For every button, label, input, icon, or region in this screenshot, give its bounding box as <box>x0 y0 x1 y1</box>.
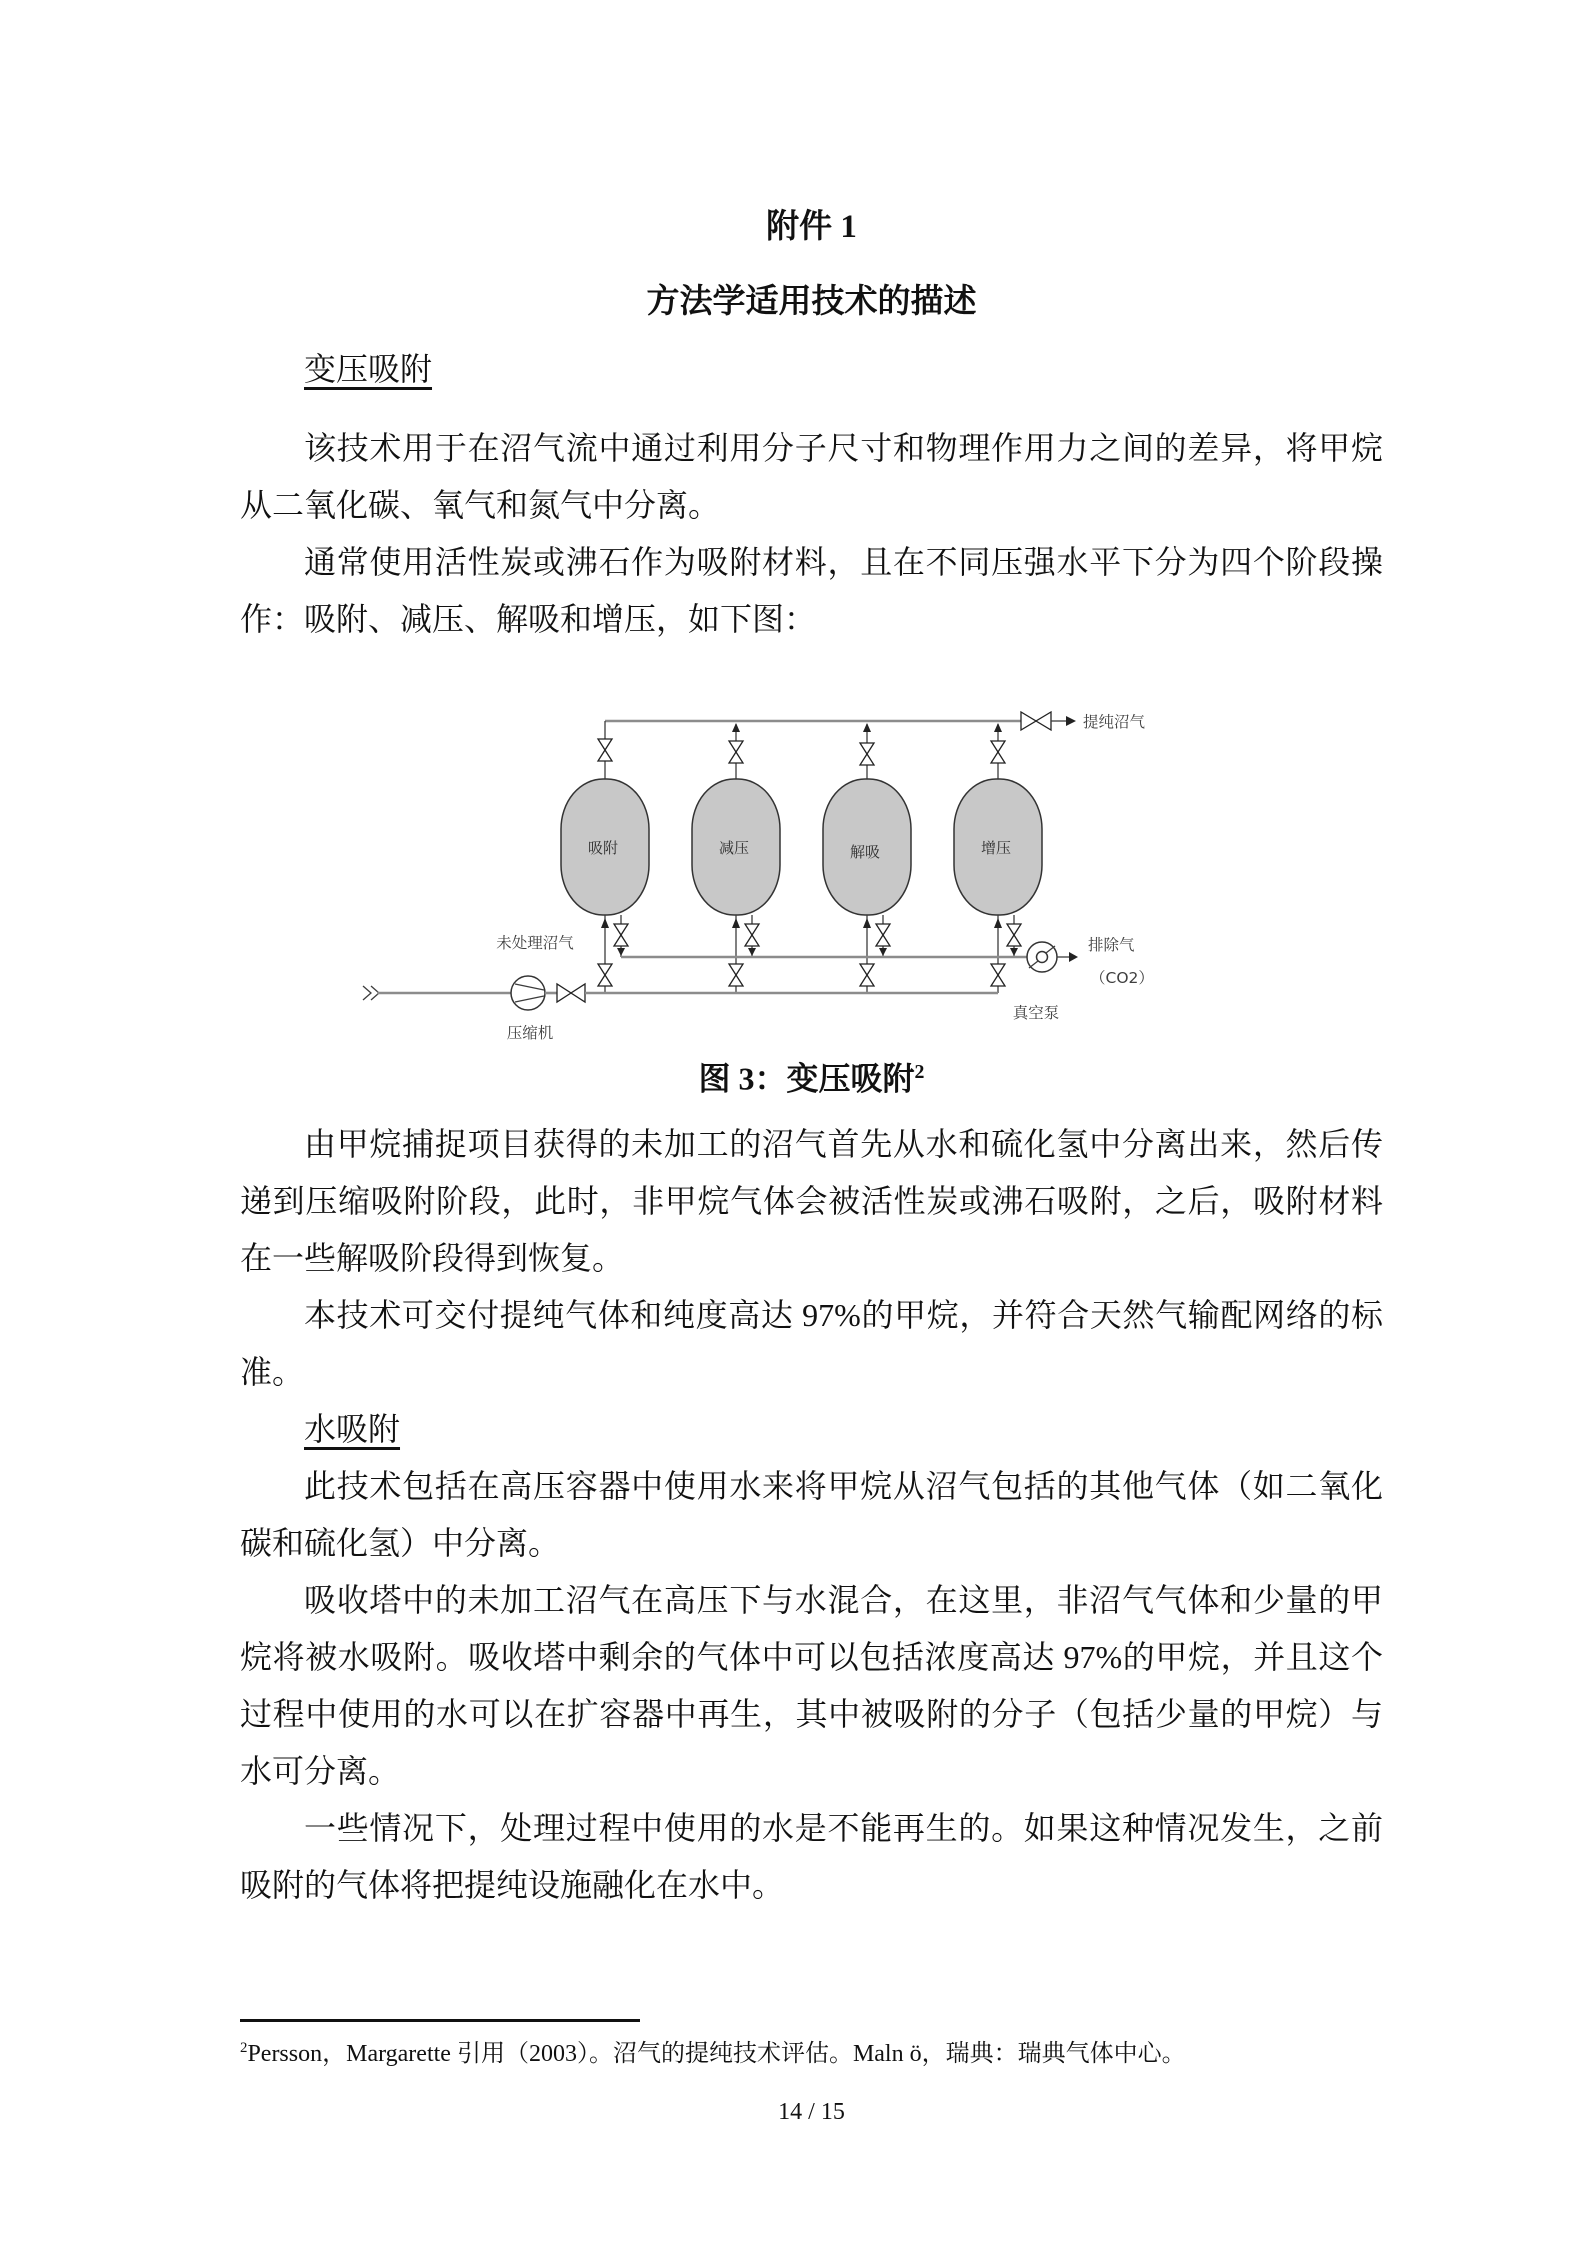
paragraph: 此技术包括在高压容器中使用水来将甲烷从沼气包括的其他气体（如二氧化碳和硫化氢）中分离。 <box>240 1467 1383 1561</box>
compressor-icon <box>511 976 545 1010</box>
figure-caption-footnote-ref: 2 <box>914 1061 925 1083</box>
feed-pipe <box>363 934 998 1042</box>
section-heading-text: 水吸附 <box>304 1410 401 1447</box>
vessel-depressurization <box>692 779 780 915</box>
paragraph: 本技术可交付提纯气体和纯度高达 97%的甲烷，并符合天然气输配网络的标准。 <box>240 1296 1383 1390</box>
footnote-marker: 2 <box>240 2039 248 2056</box>
psa-process-diagram <box>330 684 1230 1044</box>
purified-gas-label: 提纯沼气 <box>1083 713 1146 731</box>
figure-caption-text: 图 3：变压吸附 <box>698 1060 915 1097</box>
vessel-label-desorption: 解吸 <box>850 843 881 861</box>
vessel-label-repressurization: 增压 <box>981 839 1012 857</box>
vessel-repressurization <box>954 779 1042 915</box>
vessel-label-depressurization: 减压 <box>719 839 750 857</box>
page-title: 方法学适用技术的描述 <box>646 284 977 320</box>
vacuum-pump-icon <box>1027 942 1057 972</box>
paragraph: 一些情况下，处理过程中使用的水是不能再生的。如果这种情况发生，之前吸附的气体将把提纯设施融化在水中。 <box>240 1809 1383 1903</box>
paragraph: 吸收塔中的未加工沼气在高压下与水混合，在这里，非沼气气体和少量的甲烷将被水吸附。吸收塔中剩余的气体中可以包括浓度高达 97%的甲烷，并且这个过程中使用的水可以在扩容器中再生，其中被吸附的分子（包括少量的甲烷）与水可分离。 <box>240 1581 1383 1789</box>
vessel-adsorption <box>561 779 649 915</box>
figure-caption <box>240 1050 1383 1102</box>
psa-figure <box>240 684 1383 1102</box>
raw-biogas-label: 未处理沼气 <box>496 934 574 952</box>
section-heading-water <box>240 1401 1383 1458</box>
footnote-text: Persson，Margarette 引用（2003）。沼气的提纯技术评估。Maln ö，瑞典：瑞典气体中心。 <box>247 2040 1186 2067</box>
paragraph: 该技术用于在沼气流中通过利用分子尺寸和物理作用力之间的差异，将甲烷从二氧化碳、氧气和氮气中分离。 <box>240 430 1383 523</box>
paragraph: 通常使用活性炭或沸石作为吸附材料，且在不同压强水平下分为四个阶段操作：吸附、减压、解吸和增压，如下图： <box>240 544 1383 637</box>
page-number: 14 / 15 <box>778 2098 845 2125</box>
section-heading-text: 变压吸附 <box>304 351 433 387</box>
exhaust-gas-co2-label: （CO2） <box>1090 969 1154 987</box>
vessel-label-adsorption: 吸附 <box>588 839 619 857</box>
paragraph: 由甲烷捕捉项目获得的未加工的沼气首先从水和硫化氢中分离出来，然后传递到压缩吸附阶段，此时，非甲烷气体会被活性炭或沸石吸附，之后，吸附材料在一些解吸阶段得到恢复。 <box>240 1125 1383 1276</box>
compressor-label: 压缩机 <box>506 1024 554 1042</box>
vessel-bottom-connections <box>598 915 1021 993</box>
exhaust-pipe <box>621 936 1154 1022</box>
exhaust-gas-label: 排除气 <box>1088 936 1135 954</box>
attachment-title: 附件 1 <box>766 209 857 245</box>
section-heading-psa <box>240 341 1383 398</box>
footnote <box>240 2032 1383 2071</box>
footnote-separator <box>240 2019 640 2022</box>
vessel-desorption <box>823 779 911 915</box>
purified-gas-pipe <box>605 712 1146 731</box>
vacuum-pump-label: 真空泵 <box>1012 1004 1060 1022</box>
vessel-risers <box>598 721 1005 779</box>
